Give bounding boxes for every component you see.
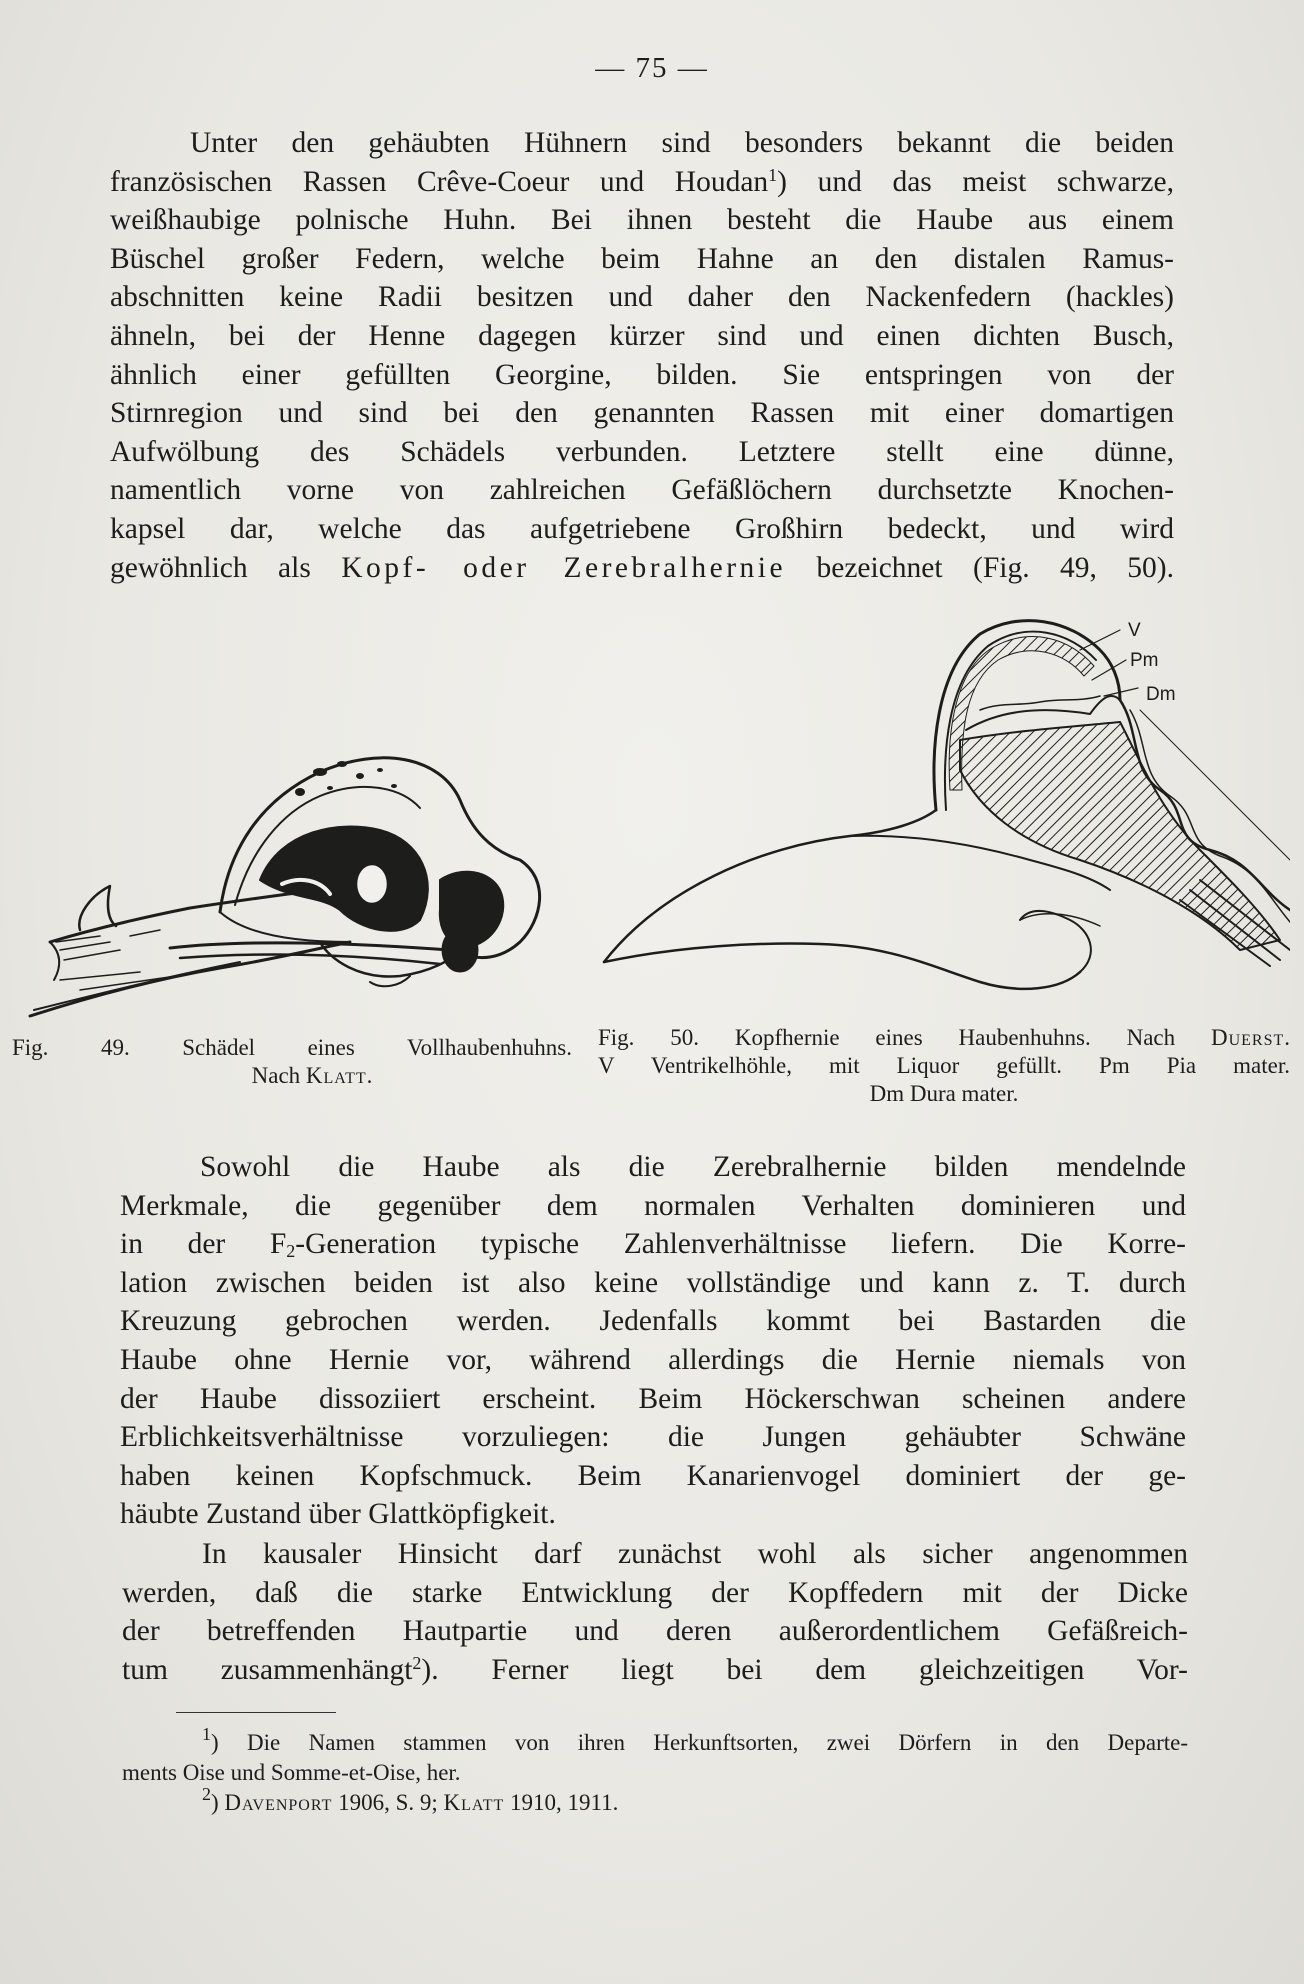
figure-49-skull-drawing (20, 680, 550, 1020)
text-line: kapsel dar, welche das aufgetriebene Großhirn bedeckt, und wird (110, 512, 1174, 545)
figure-49-caption (12, 1034, 572, 1090)
label-dm: Dm (1146, 684, 1176, 705)
text-line: Büschel großer Federn, welche beim Hahne an den distalen Ramus- (110, 242, 1174, 275)
author-name: Klatt (305, 1063, 367, 1088)
text-line: Haube ohne Hernie vor, während allerdings die Hernie niemals von (120, 1343, 1186, 1376)
footnote-2: $^2$) Davenport 1906, S. 9; Klatt 1910, 1911. (202, 1784, 619, 1815)
text-line: lation zwischen beiden ist also keine vollständige und kann z. T. durch (120, 1266, 1186, 1299)
label-v: V (1128, 620, 1141, 641)
caption-line: Fig. 49. Schädel eines Vollhaubenhuhns. (12, 1035, 572, 1060)
spaced-term: Kopf- oder Zerebralhernie (341, 551, 787, 584)
text-line: abschnitten keine Radii besitzen und daher den Nackenfedern (hackles) (110, 281, 1174, 314)
text-line: namentlich vorne von zahlreichen Gefäßlöchern durchsetzte Knochen- (110, 474, 1174, 507)
figure-50-hernia-drawing (600, 610, 1290, 1020)
text-line: Aufwölbung des Schädels verbunden. Letztere stellt eine dünne, (110, 435, 1174, 468)
text-line: der betreffenden Hautpartie und deren außerordentlichem Gefäßreich- (122, 1615, 1188, 1648)
caption-line: Nach Klatt. (251, 1063, 373, 1088)
paragraph-2 (120, 1148, 1186, 1534)
author-name: Klatt (443, 1790, 505, 1815)
text-line: werden, daß die starke Entwicklung der Kopffedern mit der Dicke (122, 1576, 1188, 1609)
text-line: weißhaubige polnische Huhn. Bei ihnen besteht die Haube aus einem (110, 204, 1174, 237)
text-line: Unter den gehäubten Hühnern sind besonders bekannt die beiden (190, 127, 1174, 159)
paragraph-3 (122, 1535, 1188, 1689)
footnote-divider (176, 1712, 336, 1713)
label-pm: Pm (1130, 650, 1159, 671)
text-line: Erblichkeitsverhältnisse vorzuliegen: die Jungen gehäubter Schwäne (120, 1421, 1186, 1454)
text-line: in der $F_2$-Generation typische Zahlenverhältnisse liefern. Die Korre- (120, 1228, 1186, 1262)
text-line: französischen Rassen Crêve-Coeur und Houdan$^1$) und das meist schwarze, (110, 164, 1174, 198)
footnote-1: $^1$) Die Namen stammen von ihren Herkunftsorten, zwei Dörfern in den Departe- (202, 1724, 1188, 1755)
figure-50-caption (598, 1024, 1290, 1108)
text-line: ähnlich einer gefüllten Georgine, bilden. Sie entspringen von der (110, 358, 1174, 391)
paragraph-1 (110, 124, 1174, 587)
page-number: — 75 — (595, 52, 709, 84)
author-name: Duerst (1210, 1025, 1285, 1050)
footnotes (122, 1724, 1188, 1818)
text-line: Kreuzung gebrochen werden. Jedenfalls kommt bei Bastarden die (120, 1305, 1186, 1338)
text-line: gewöhnlich als Kopf- oder Zerebralhernie bezeichnet (Fig. 49, 50). (110, 551, 1174, 584)
caption-line: Fig. 50. Kopfhernie eines Haubenhuhns. Nach Duerst. (598, 1025, 1290, 1050)
text-line: häubte Zustand über Glattköpfigkeit. (120, 1498, 556, 1531)
text-line: tum zusammenhängt$^2$). Ferner liegt bei dem gleichzeitigen Vor- (122, 1652, 1188, 1686)
footnote-1-continued: ments Oise und Somme-et-Oise, her. (122, 1760, 461, 1785)
subscript: 2 (286, 1241, 296, 1262)
footnote-ref-2[interactable]: 2 (412, 1652, 422, 1673)
caption-line: V Ventrikelhöhle, mit Liquor gefüllt. Pm Pia mater. (598, 1053, 1290, 1078)
text-line: In kausaler Hinsicht darf zunächst wohl als sicher angenommen (202, 1538, 1188, 1570)
caption-line: Dm Dura mater. (869, 1081, 1019, 1106)
text-line: Stirnregion und sind bei den genannten Rassen mit einer domartigen (110, 397, 1174, 430)
text-line: haben keinen Kopfschmuck. Beim Kanarienvogel dominiert der ge- (120, 1459, 1186, 1492)
text-line: der Haube dissoziiert erscheint. Beim Höckerschwan scheinen andere (120, 1382, 1186, 1415)
footnote-ref-1[interactable]: 1 (768, 164, 778, 185)
author-name: Davenport (224, 1790, 333, 1815)
text-line: ähneln, bei der Henne dagegen kürzer sind und einen dichten Busch, (110, 319, 1174, 352)
text-line: Sowohl die Haube als die Zerebralhernie bilden mendelnde (200, 1151, 1186, 1183)
text-line: Merkmale, die gegenüber dem normalen Verhalten dominieren und (120, 1189, 1186, 1222)
